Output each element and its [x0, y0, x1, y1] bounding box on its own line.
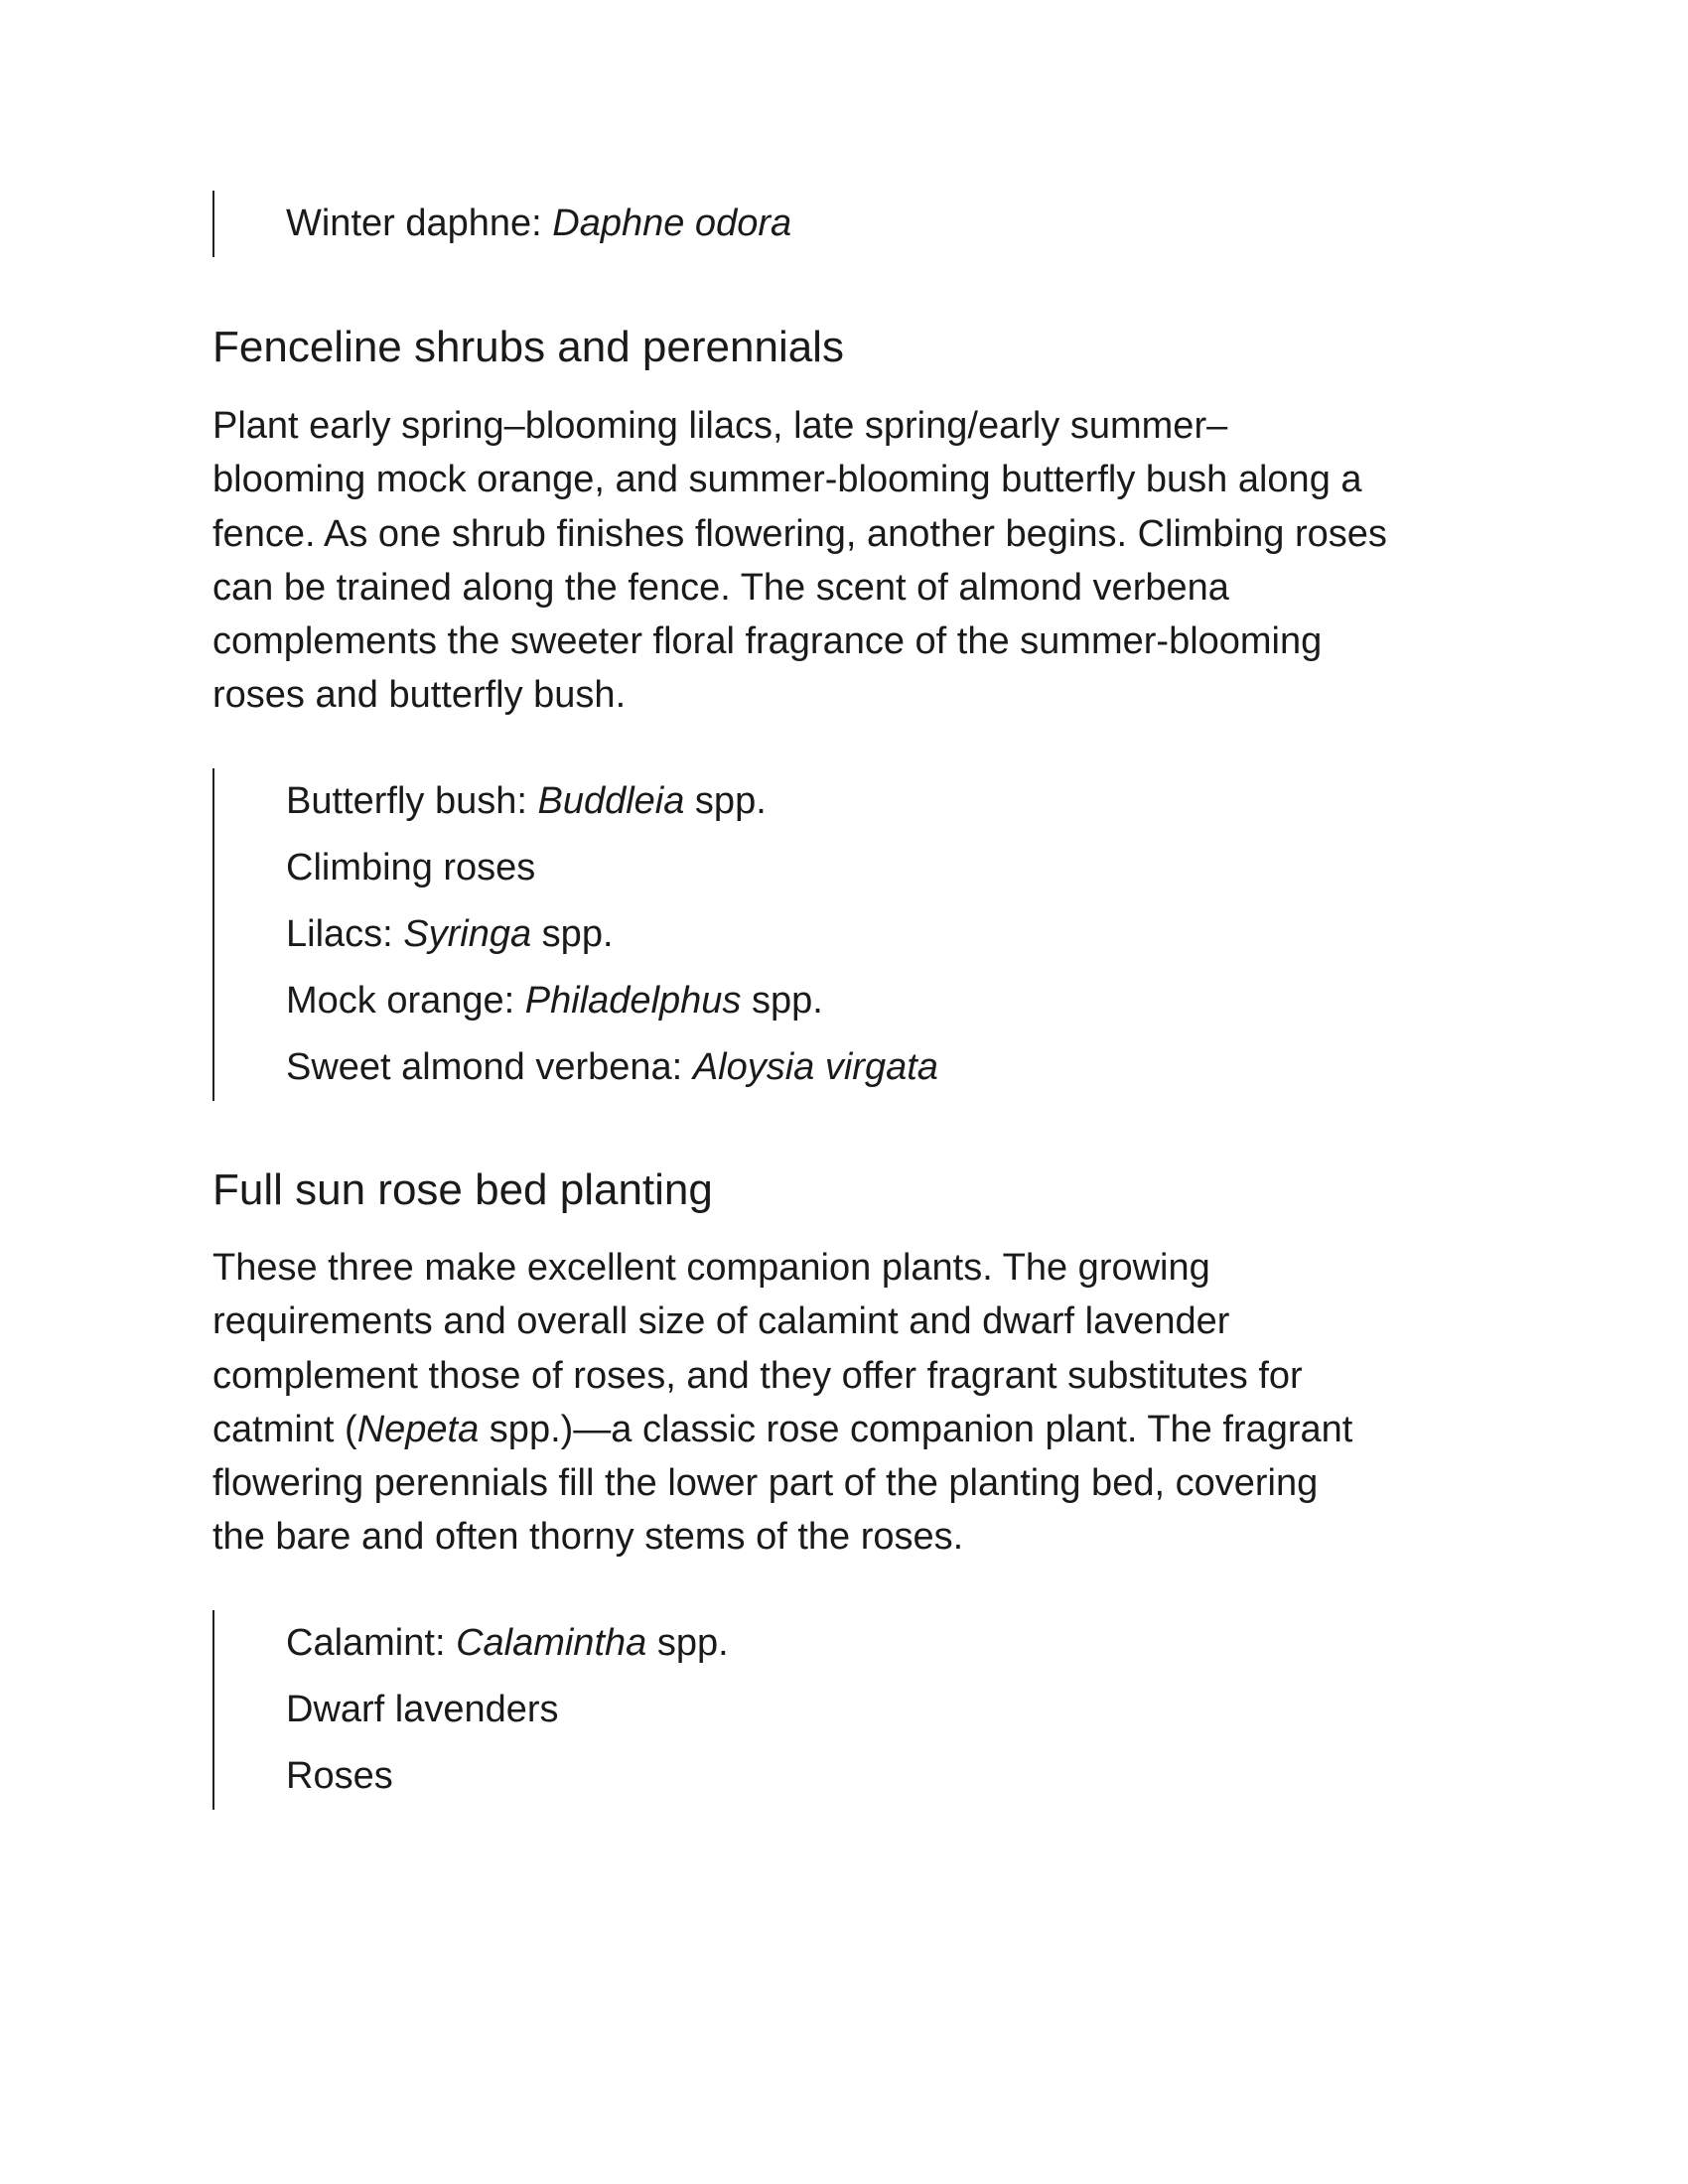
plant-common-name: Roses [286, 1755, 393, 1797]
plant-list-item [286, 1743, 729, 1810]
plant-list-fenceline [212, 768, 938, 1101]
plant-common-name: Calamint: [286, 1622, 457, 1664]
plant-name-suffix: spp. [646, 1622, 729, 1664]
paragraph-line: complements the sweeter floral fragrance of the summer-blooming [212, 620, 1323, 663]
paragraph-text: catmint ( [212, 1408, 357, 1450]
paragraph-line: the bare and often thorny stems of the roses. [212, 1516, 964, 1559]
plant-list-item [286, 191, 791, 257]
plant-common-name: Mock orange: [286, 980, 525, 1022]
plant-scientific-name: Syringa [403, 913, 532, 955]
plant-list-rosebed [212, 1610, 729, 1810]
section-heading-rosebed: Full sun rose bed planting [212, 1165, 713, 1214]
paragraph-line: blooming mock orange, and summer-blooming butterfly bush along a [212, 459, 1362, 501]
plant-list-item [286, 901, 938, 968]
plant-list-item [286, 968, 938, 1034]
plant-common-name: Butterfly bush: [286, 780, 538, 822]
paragraph-line: requirements and overall size of calamint and dwarf lavender [212, 1300, 1230, 1343]
paragraph-line: can be trained along the fence. The scent of almond verbena [212, 566, 1229, 609]
plant-list-winter [212, 191, 791, 257]
plant-scientific-name: Buddleia [537, 780, 685, 822]
paragraph-line: These three make excellent companion plants. The growing [212, 1247, 1210, 1289]
plant-list-item [286, 768, 938, 835]
plant-list-item [286, 1610, 729, 1677]
paragraph-line: Plant early spring–blooming lilacs, late spring/early summer– [212, 405, 1228, 447]
plant-list-item [286, 1034, 938, 1101]
plant-scientific-name: Calamintha [456, 1622, 647, 1664]
plant-list-item [286, 835, 938, 901]
paragraph-line [212, 1403, 1503, 1456]
plant-name-suffix: spp. [684, 780, 767, 822]
plant-scientific-name: Philadelphus [524, 980, 742, 1022]
plant-common-name: Winter daphne: [286, 203, 553, 244]
paragraph-line: fence. As one shrub finishes flowering, another begins. Climbing roses [212, 512, 1387, 555]
paragraph-fenceline [212, 399, 1503, 723]
paragraph-rosebed [212, 1241, 1503, 1565]
plant-name-suffix: spp. [531, 913, 614, 955]
plant-common-name: Sweet almond verbena: [286, 1046, 693, 1088]
plant-list-item [286, 1677, 729, 1743]
paragraph-line: roses and butterfly bush. [212, 674, 627, 717]
plant-scientific-name: Nepeta [356, 1408, 480, 1450]
paragraph-text: spp.)—a classic rose companion plant. The fragrant [479, 1408, 1353, 1450]
plant-common-name: Dwarf lavenders [286, 1689, 559, 1730]
section-heading-fenceline: Fenceline shrubs and perennials [212, 323, 844, 371]
plant-scientific-name: Aloysia virgata [692, 1046, 938, 1088]
plant-common-name: Lilacs: [286, 913, 404, 955]
plant-name-suffix: spp. [741, 980, 823, 1022]
plant-common-name: Climbing roses [286, 847, 536, 888]
paragraph-line: flowering perennials fill the lower part of the planting bed, covering [212, 1462, 1319, 1505]
plant-scientific-name: Daphne odora [552, 203, 792, 244]
paragraph-line: complement those of roses, and they offer fragrant substitutes for [212, 1354, 1303, 1397]
